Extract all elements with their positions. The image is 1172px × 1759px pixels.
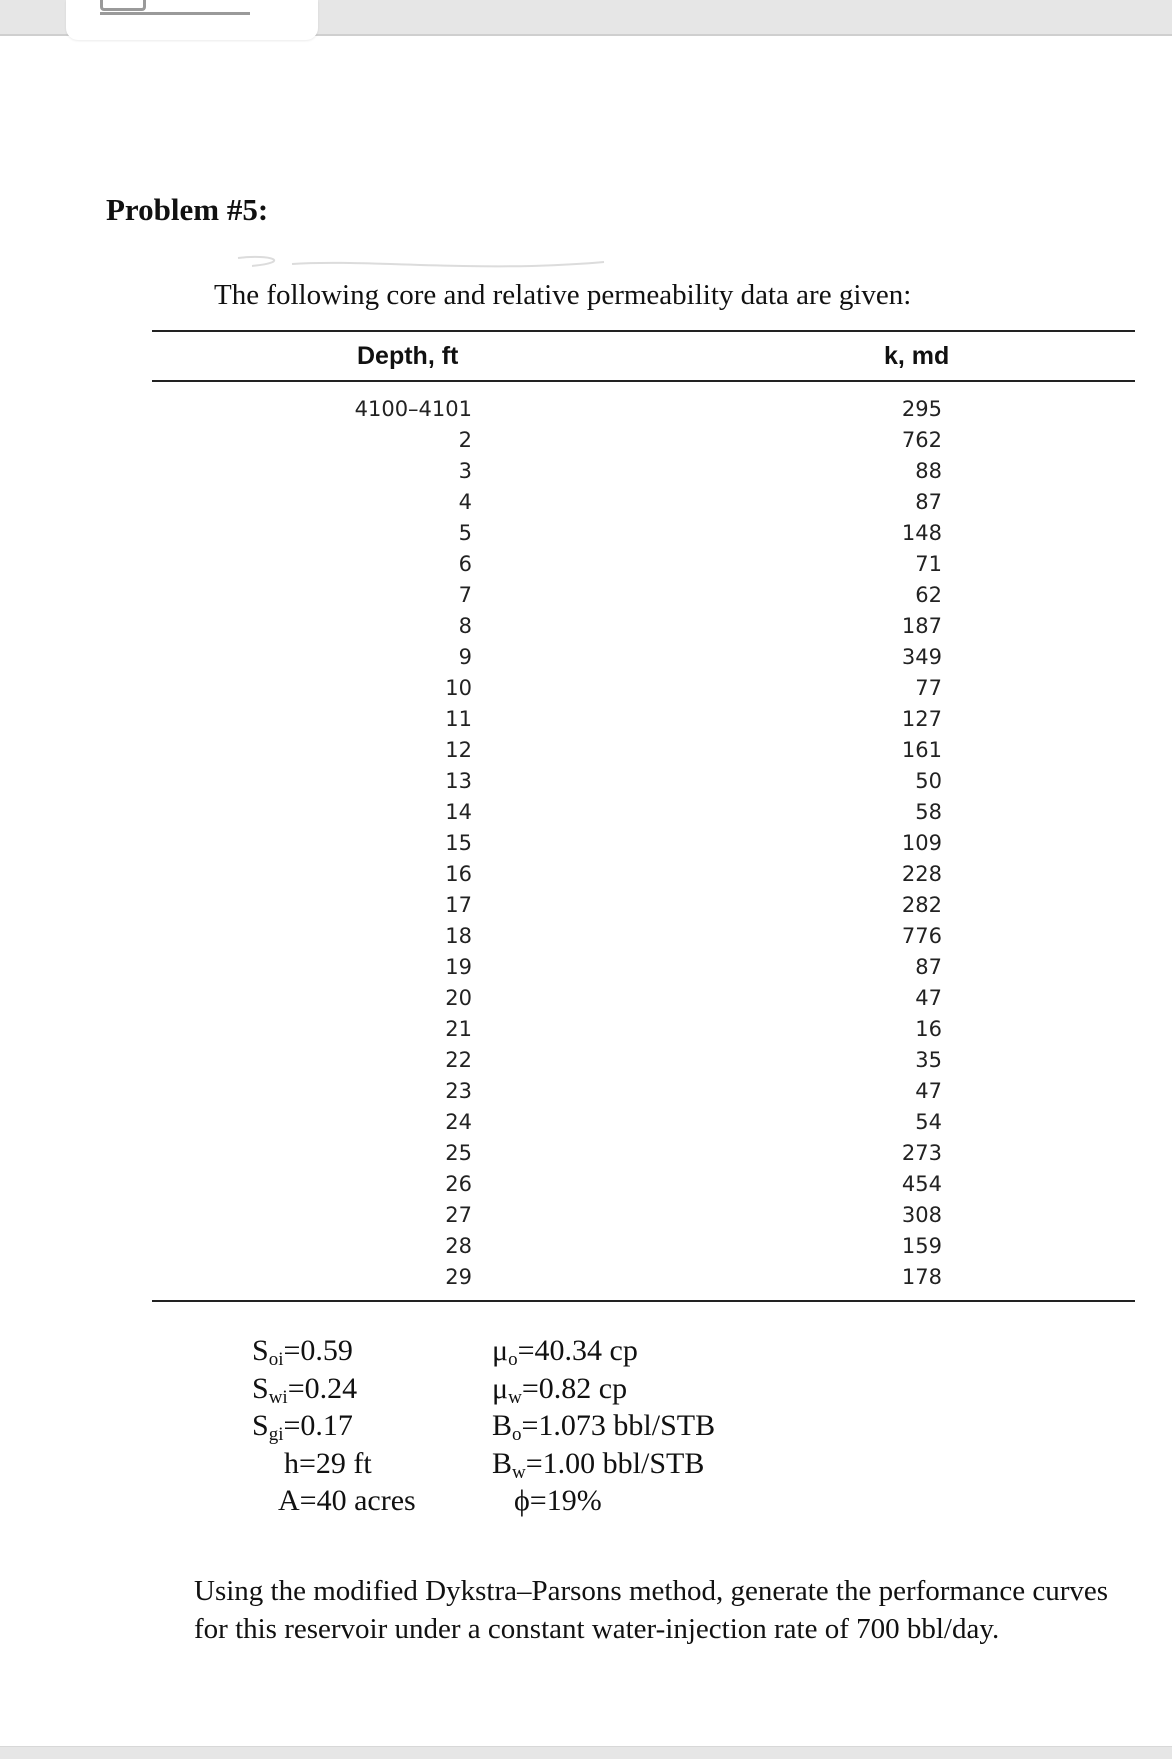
- pen-scribble-mark: [232, 252, 612, 276]
- depth-cell: 12: [445, 738, 472, 762]
- permeability-cell: 54: [915, 1110, 942, 1134]
- parameter-symbol: B: [492, 1409, 513, 1442]
- depth-cell: 14: [445, 800, 472, 824]
- depth-column: [300, 394, 472, 1293]
- parameter-subscript: o: [508, 1349, 518, 1370]
- depth-cell: 18: [445, 924, 472, 948]
- parameter-subscript: w: [508, 1386, 522, 1408]
- parameter-symbol: S: [252, 1371, 269, 1405]
- depth-cell: 23: [445, 1079, 472, 1103]
- parameter-subscript: wi: [268, 1386, 288, 1408]
- depth-cell: 22: [445, 1048, 472, 1072]
- parameter-right-1: [492, 1370, 715, 1408]
- permeability-cell: 50: [915, 769, 942, 793]
- permeability-cell: 762: [901, 428, 942, 452]
- depth-cell: 10: [445, 676, 472, 700]
- parameter-right-0: [492, 1332, 715, 1370]
- table-header-rule: [152, 380, 1135, 382]
- parameter-subscript: oi: [268, 1349, 284, 1370]
- permeability-cell: 77: [915, 676, 942, 700]
- depth-cell: 24: [445, 1110, 472, 1134]
- page-tab[interactable]: [66, 0, 318, 40]
- parameter-value: =19%: [529, 1484, 602, 1517]
- depth-cell: 29: [445, 1265, 472, 1289]
- parameter-value: =0.17: [283, 1409, 353, 1442]
- parameter-value: =1.00 bbl/STB: [525, 1446, 705, 1480]
- permeability-cell: 88: [915, 459, 942, 483]
- parameter-symbol: A: [278, 1484, 300, 1517]
- permeability-cell: 87: [915, 955, 942, 979]
- permeability-cell: 454: [901, 1172, 942, 1196]
- permeability-cell: 58: [915, 800, 942, 824]
- k-column: [850, 394, 942, 1293]
- parameter-subscript: gi: [268, 1424, 284, 1445]
- depth-cell: 27: [445, 1203, 472, 1227]
- problem-intro: The following core and relative permeability data are given:: [214, 279, 912, 311]
- permeability-cell: 187: [901, 614, 942, 638]
- permeability-cell: 35: [915, 1048, 942, 1072]
- parameter-value: =0.24: [287, 1371, 358, 1405]
- permeability-cell: 16: [915, 1017, 942, 1041]
- depth-cell: 7: [458, 583, 472, 607]
- depth-cell: 4: [458, 490, 472, 514]
- parameters-left: [252, 1332, 416, 1520]
- permeability-cell: 161: [901, 738, 942, 762]
- parameter-subscript: o: [512, 1424, 522, 1445]
- parameter-symbol: ϕ: [514, 1484, 530, 1517]
- parameter-left-2: [252, 1407, 416, 1445]
- permeability-cell: 282: [901, 893, 942, 917]
- depth-cell: 25: [445, 1141, 472, 1165]
- tab-label-glyph: [100, 0, 250, 15]
- parameter-symbol: h: [284, 1446, 299, 1480]
- permeability-cell: 295: [901, 397, 942, 421]
- depth-cell: 2: [458, 428, 472, 452]
- depth-cell: 11: [445, 707, 472, 731]
- permeability-cell: 148: [901, 521, 942, 545]
- parameter-right-3: [492, 1445, 715, 1483]
- depth-cell: 15: [445, 831, 472, 855]
- depth-cell: 26: [445, 1172, 472, 1196]
- permeability-cell: 109: [901, 831, 942, 855]
- depth-cell: 3: [458, 459, 472, 483]
- parameter-left-0: [252, 1332, 416, 1370]
- parameter-value: =40 acres: [299, 1484, 416, 1517]
- problem-title: Problem #5:: [106, 192, 269, 227]
- depth-cell: 13: [445, 769, 472, 793]
- parameter-symbol: B: [492, 1446, 513, 1480]
- bottom-strip: [0, 1746, 1172, 1759]
- permeability-cell: 159: [901, 1234, 942, 1258]
- permeability-cell: 87: [915, 490, 942, 514]
- permeability-cell: 47: [915, 1079, 942, 1103]
- parameter-symbol: S: [252, 1334, 269, 1367]
- depth-cell: 16: [445, 862, 472, 886]
- parameter-subscript: w: [512, 1461, 526, 1483]
- permeability-cell: 127: [901, 707, 942, 731]
- parameter-left-1: [252, 1370, 416, 1408]
- depth-cell: 17: [445, 893, 472, 917]
- depth-cell: 21: [445, 1017, 472, 1041]
- permeability-cell: 273: [901, 1141, 942, 1165]
- parameter-right-4: [492, 1482, 715, 1520]
- depth-cell: 8: [458, 614, 472, 638]
- task-statement: Using the modified Dykstra–Parsons method, generate the performance curves for this reservoir under a constant water-injection rate of 700 bbl/day.: [194, 1575, 1109, 1645]
- permeability-cell: 228: [901, 862, 942, 886]
- parameter-value: =0.59: [283, 1334, 353, 1367]
- depth-cell: 28: [445, 1234, 472, 1258]
- table-bottom-rule: [152, 1300, 1135, 1302]
- permeability-cell: 47: [915, 986, 942, 1010]
- parameter-value: =1.073 bbl/STB: [521, 1409, 716, 1442]
- permeability-cell: 349: [901, 645, 942, 669]
- depth-cell: 9: [458, 645, 472, 669]
- parameter-symbol: S: [252, 1409, 269, 1442]
- parameter-left-4: [252, 1482, 416, 1520]
- parameter-symbol: μ: [492, 1371, 509, 1405]
- parameter-value: =40.34 cp: [517, 1334, 638, 1367]
- parameter-right-2: [492, 1407, 715, 1445]
- parameter-symbol: μ: [492, 1334, 509, 1367]
- permeability-cell: 71: [915, 552, 942, 576]
- permeability-cell: 62: [915, 583, 942, 607]
- depth-cell: 20: [445, 986, 472, 1010]
- depth-column-header: Depth, ft: [357, 342, 459, 370]
- depth-cell: 6: [458, 552, 472, 576]
- parameter-left-3: [252, 1445, 416, 1483]
- permeability-cell: 776: [901, 924, 942, 948]
- parameter-value: =29 ft: [299, 1446, 372, 1480]
- depth-cell: 5: [458, 521, 472, 545]
- permeability-cell: 178: [901, 1265, 942, 1289]
- parameter-value: =0.82 cp: [521, 1371, 628, 1405]
- parameters-right: [492, 1332, 715, 1520]
- depth-cell: 4100–4101: [354, 397, 472, 421]
- depth-cell: 19: [445, 955, 472, 979]
- k-column-header: k, md: [884, 342, 950, 370]
- permeability-cell: 308: [901, 1203, 942, 1227]
- table-top-rule: [152, 330, 1135, 332]
